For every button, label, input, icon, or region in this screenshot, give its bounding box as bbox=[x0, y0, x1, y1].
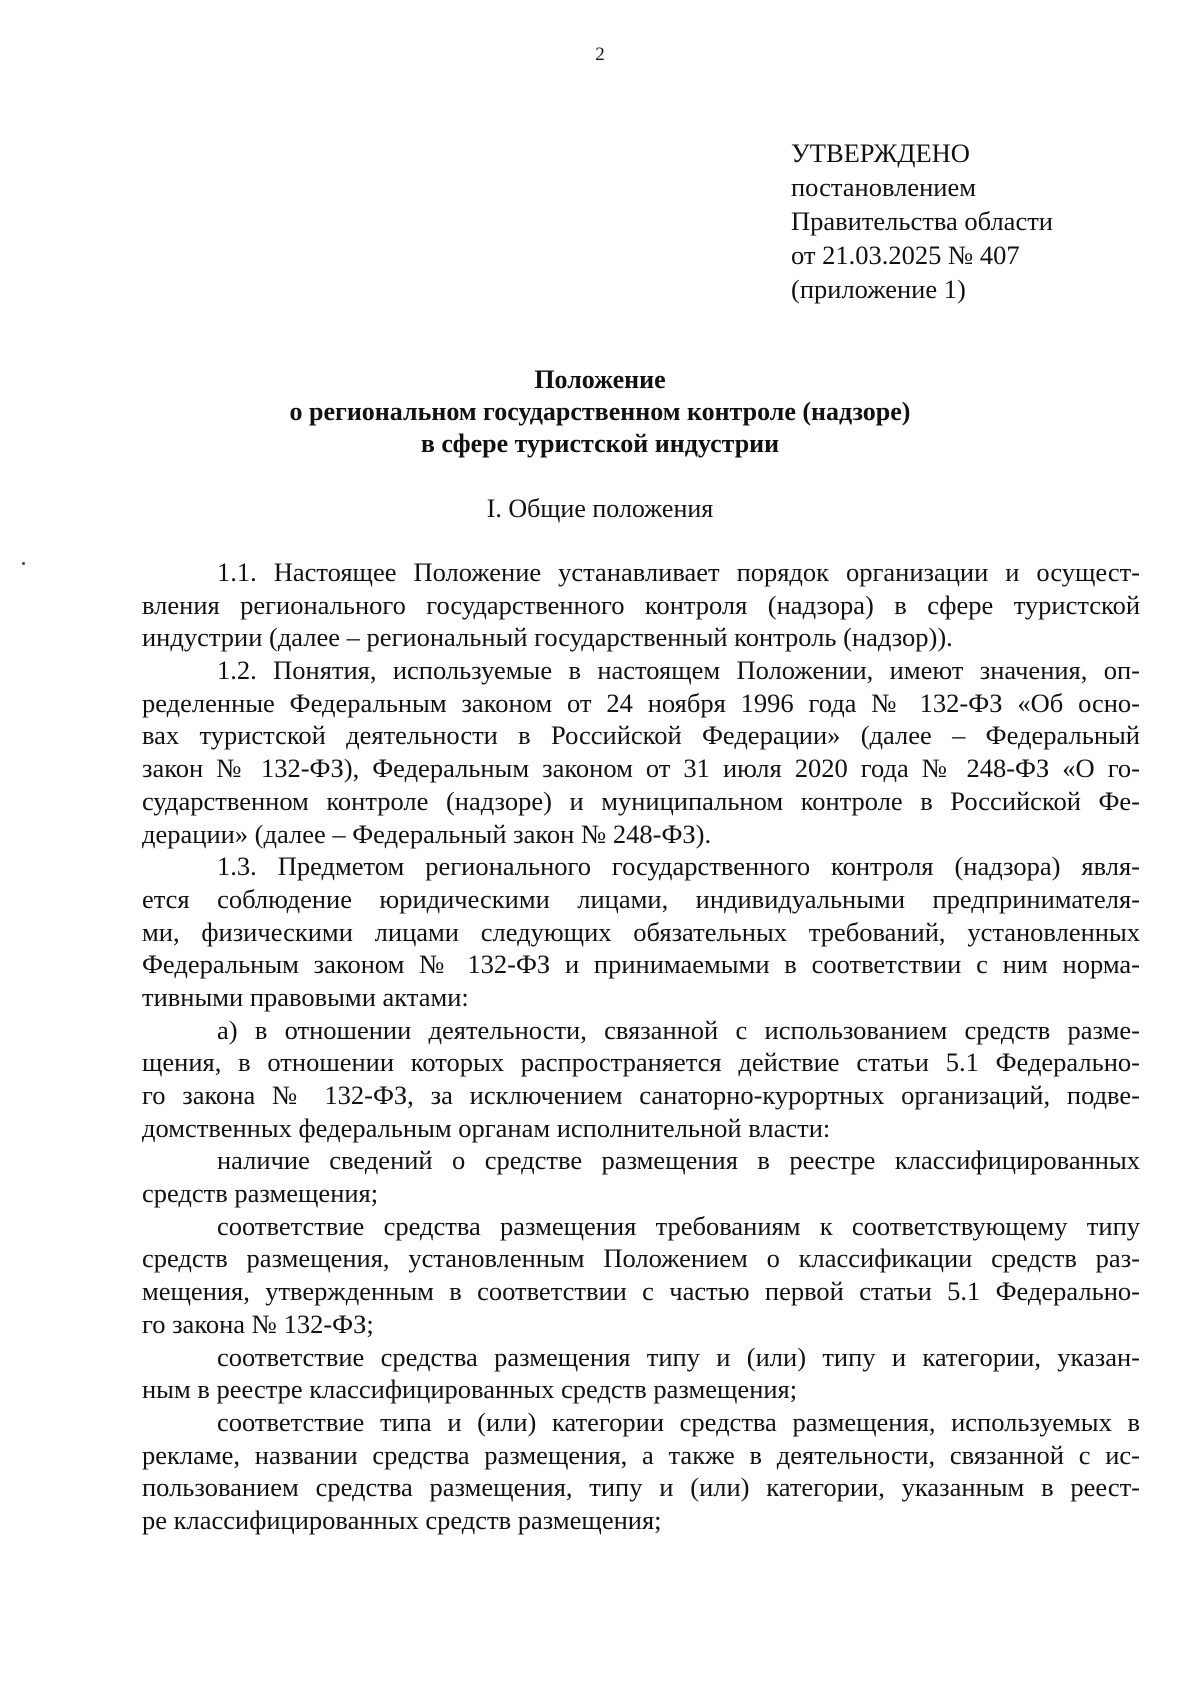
paragraph-line: наличие сведений о средстве размещения в реестре классифицированных bbox=[217, 1145, 1140, 1176]
paragraph-line: ре классифицированных средств размещения; bbox=[142, 1504, 662, 1535]
approval-line: (приложение 1) bbox=[791, 274, 966, 304]
paragraph-line: го закона № 132-ФЗ, за исключением санаторно-курортных организаций, подве- bbox=[142, 1080, 1140, 1110]
approval-line: Правительства области bbox=[791, 206, 1053, 236]
paragraph-line: пользованием средства размещения, типу и (или) категории, указанным в реест- bbox=[142, 1472, 1140, 1503]
paragraph-line: ным в реестре классифицированных средств размещения; bbox=[142, 1374, 798, 1405]
approval-line: постановлением bbox=[791, 172, 976, 202]
document-body bbox=[142, 556, 1140, 1537]
scan-speck bbox=[22, 562, 25, 565]
paragraph-line: 1.2. Понятия, используемые в настоящем Положении, имеют значения, оп- bbox=[217, 655, 1140, 686]
paragraph-line: 1.1. Настоящее Положение устанавливает порядок организации и осущест- bbox=[217, 557, 1140, 587]
paragraph-line: соответствие типа и (или) категории средства размещения, используемых в bbox=[217, 1406, 1140, 1437]
paragraph-line: щения, в отношении которых распространяется действие статьи 5.1 Федерально- bbox=[142, 1047, 1140, 1078]
paragraph-line: тивными правовыми актами: bbox=[142, 981, 469, 1012]
paragraph-line: го закона № 132-ФЗ; bbox=[142, 1308, 374, 1339]
paragraph-line: закон № 132-ФЗ), Федеральным законом от 31 июля 2020 года № 248-ФЗ «О го- bbox=[142, 753, 1140, 784]
paragraph-line: а) в отношении деятельности, связанной с использованием средств разме- bbox=[217, 1014, 1140, 1045]
paragraph-line: 1.3. Предметом регионального государственного контроля (надзора) явля- bbox=[217, 851, 1140, 882]
paragraph-line: дерации» (далее – Федеральный закон № 248-ФЗ). bbox=[142, 818, 712, 849]
paragraph-line: средств размещения, установленным Положением о классификации средств раз- bbox=[142, 1243, 1140, 1274]
paragraph-line: сударственном контроле (надзоре) и муниципальном контроле в Российской Фе- bbox=[142, 785, 1140, 816]
paragraph-line: соответствие средства размещения типу и (или) типу и категории, указан- bbox=[217, 1341, 1140, 1372]
title-line: о региональном государственном контроле (надзоре) bbox=[289, 397, 911, 426]
approval-stamp bbox=[791, 136, 1053, 306]
title-line: Положение bbox=[534, 365, 666, 394]
paragraph-line: рекламе, названии средства размещения, а также в деятельности, связанной с ис- bbox=[142, 1439, 1140, 1470]
paragraph-line: средств размещения; bbox=[142, 1178, 379, 1209]
document-title bbox=[0, 364, 1200, 460]
paragraph-line: ми, физическими лицами следующих обязательных требований, установленных bbox=[142, 916, 1140, 947]
paragraph-line: ется соблюдение юридическими лицами, индивидуальными предпринимателя- bbox=[142, 883, 1140, 914]
title-line: в сфере туристской индустрии bbox=[420, 429, 780, 458]
paragraph-line: домственных федеральным органам исполнительной власти: bbox=[142, 1112, 831, 1143]
page-number: 2 bbox=[595, 44, 605, 65]
paragraph-line: вления регионального государственного контроля (надзора) в сфере туристской bbox=[142, 589, 1140, 620]
paragraph-line: соответствие средства размещения требованиям к соответствующему типу bbox=[217, 1210, 1140, 1241]
paragraph-line: вах туристской деятельности в Российской Федерации» (далее – Федеральный bbox=[142, 720, 1140, 751]
section-heading: I. Общие положения bbox=[486, 494, 714, 523]
paragraph-line: мещения, утвержденным в соответствии с частью первой статьи 5.1 Федерально- bbox=[142, 1276, 1140, 1307]
approval-heading: УТВЕРЖДЕНО bbox=[791, 138, 970, 168]
paragraph-line: индустрии (далее – региональный государственный контроль (надзор)). bbox=[142, 622, 953, 653]
paragraph-line: ределенные Федеральным законом от 24 ноября 1996 года № 132-ФЗ «Об осно- bbox=[142, 687, 1140, 718]
paragraph-line: Федеральным законом № 132-ФЗ и принимаемыми в соответствии с ним норма- bbox=[142, 949, 1140, 980]
approval-line: от 21.03.2025 № 407 bbox=[791, 240, 1020, 270]
